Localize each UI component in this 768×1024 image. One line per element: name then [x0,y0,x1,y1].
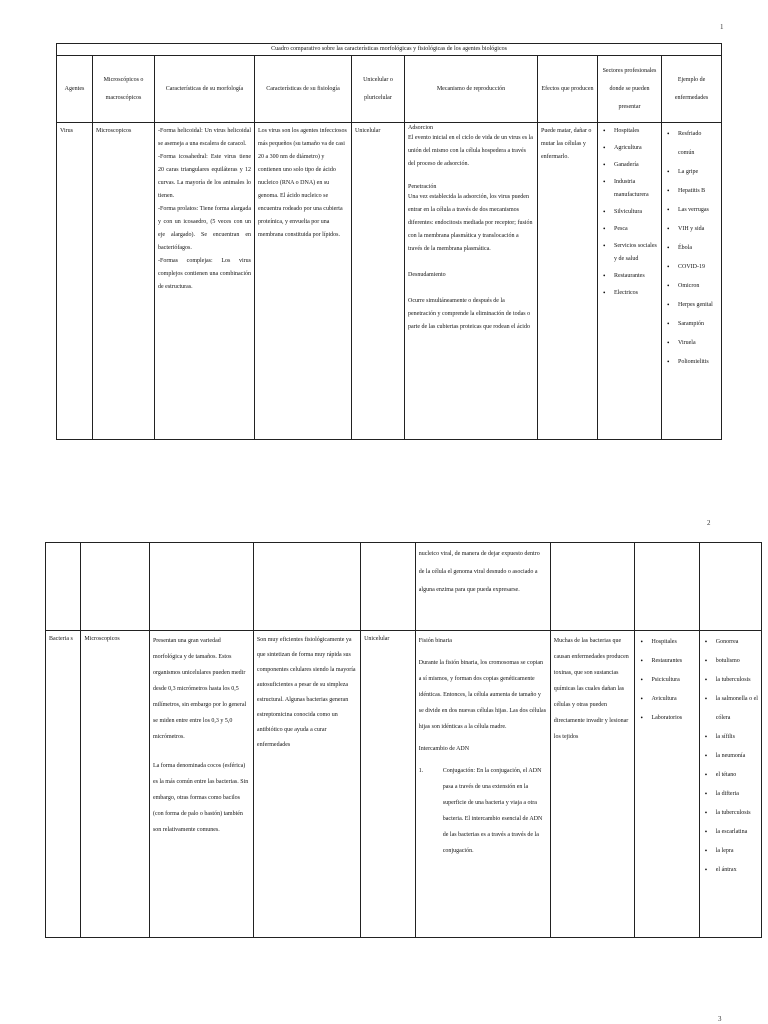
list-item: • Ébola [665,239,718,258]
header-reproduction: Mecanismo de reproducción [405,56,538,123]
penetracion-text: Una vez establecida la adsorción, los virus pueden entrar en la célula a través de dos mecanismos diferentes: endocitosis mediada por receptor; fusión con la membrana plasmática y translocación a través de la membrana plasmática. [408,194,533,252]
virus-physiology: Los virus son los agentes infecciosos más pequeños (su tamaño va de casi 20 a 300 nm de diámetro) y contienen uno solo tipo de ácido nucleico (RNA o DNA) en su genoma. El ácido nucleico se encuentra rodeado por una cubierta proteínica, y envuelta por una membrana constituida por lípidos. [255,123,352,440]
list-item: • Servicios sociales y de salud [601,240,658,266]
list-item: • la lepra [703,842,758,861]
list-item: • Laboratorios [638,709,695,728]
fision-text: Durante la fisión binaria, los cromosomas se copian a sí mismos, y forman dos copias genéticamente idénticas. Entonces, la célula aumenta de tamaño y se divide en dos nuevas células hijas. Las dos células hijas son idénticas a la célula madre. [418,660,547,730]
virus-effects: Puede matar, dañar o mutar las células y enfermarlo. [538,123,598,440]
intercambio-title: Intercambio de ADN [418,746,470,752]
page-number-3: 3 [718,1015,722,1023]
adsorcion-title: Adsorcion [408,125,433,131]
bacteria-size: Microscopicos [81,631,150,938]
empty-cell [361,543,416,631]
empty-cell [635,543,699,631]
virus-cellularity: Unicelular [352,123,405,440]
list-item: • botulismo [703,652,758,671]
list-item: • Herpes genital [665,296,718,315]
list-item: • Sarampión [665,315,718,334]
list-item: • Ganadería [601,159,658,172]
list-item: • la tuberculosis [703,671,758,690]
list-item: • La gripe [665,163,718,182]
header-sectors: Sectores profesionales donde se pueden presentar [598,56,662,123]
bacteria-physiology: Son muy eficientes fisiológicamente ya que sintetizan de forma muy rápida sus componentes celulares siendo la mayoría autosuficientes a pesar de su simpleza estructural. Algunas bacterias generan estreptomicina conocida como un antibiótico que ayuda a curar enfermedades [253,631,360,938]
list-item: • Hospitales [601,125,658,138]
list-item: • VIH y sida [665,220,718,239]
bacteria-effects: Muchas de las bacterias que causan enfermedades producen toxinas, que son sustancias químicas las cuales dañan las células y otras pueden directamente invadir y lesionar los tejidos [550,631,635,938]
table-row-continuation [46,543,762,631]
header-agentes: Agentes [57,56,93,123]
bacteria-morphology [149,631,253,938]
conjugacion-number: 1. [418,768,424,774]
list-item: • Poliomielitis [665,353,718,372]
list-item: • Agricultura [601,142,658,155]
list-item: • Pesca [601,223,658,236]
header-morphology: Características de su morfología [155,56,255,123]
list-item: • Las verrugas [665,201,718,220]
list-item: • Gonorrea [703,633,758,652]
conjugacion-item [419,763,547,859]
comparison-table-page1 [56,43,722,440]
list-item: • Hepatitis B [665,182,718,201]
virus-size: Microscopicos [93,123,155,440]
virus-sectors-list [601,125,658,300]
list-item: • la tuberculosis [703,804,758,823]
morphology-icosahedral: -Forma icosahedral: Este virus tiene 20 caras triangulares equiláteras y 12 curvas. La mayoría de los animales lo tienen. [158,154,251,199]
page-number-1: 1 [720,23,724,31]
table-row-bacteria [46,631,762,938]
bacteria-reproduction [415,631,550,938]
header-physiology: Características de su fisiología [255,56,352,123]
table-row-virus [57,123,722,440]
virus-diseases-list [665,125,718,372]
virus-sectors [598,123,662,440]
virus-reproduction [405,123,538,440]
empty-cell [81,543,150,631]
header-diseases: Ejemplo de enfermedades [662,56,722,123]
list-item: • la salmonella o el cólera [703,690,758,728]
bacteria-sectors [635,631,699,938]
list-item: • Omicron [665,277,718,296]
list-item: • Industria manufacturera [601,176,658,202]
header-size: Microscópicos o macroscópicos [93,56,155,123]
morphology-prolatos: -Forma prolatos: Tiene forma alargada y con un icosaedro, (5 veces con un eje alargado). Se encuentran en bacteriófagos. [158,206,251,251]
morphology-complejas: -Formas complejas: Los virus complejos contienen una combinación de estructuras. [158,258,251,290]
bacteria-morphology-p2: La forma denominada cocos (esférica) es la más común entre las bacterias. Sin embargo, otras formas como bacilos (con forma de palo o bastón) también son relativamente comunes. [152,763,249,833]
penetracion-title: Penetración [408,184,437,190]
empty-cell [149,543,253,631]
bacteria-agent: Bacteria s [46,631,81,938]
header-effects: Efectos que producen [538,56,598,123]
list-item: • la sífilis [703,728,758,747]
list-item: • el ántrax [703,861,758,880]
adsorcion-text: El evento inicial en el ciclo de vida de un virus es la unión del mismo con la célula hospedera a través del proceso de adsorción. [408,135,533,167]
list-item: • la neumonía [703,747,758,766]
conjugacion-text: Conjugación: En la conjugación, el ADN pasa a través de una extensión en la superficie de una bacteria y viaja a otra bacteria. El intercambio esencial de ADN de las bacterias es a través a través de la conjugación. [442,768,543,854]
list-item: • Hospitales [638,633,695,652]
bacteria-morphology-p1: Presentan una gran variedad morfológica y de tamaños. Estos organismos unicelulares pueden medir desde 0,3 micrómetros hasta los 0,5 milímetros, sin embargo por lo general se miden entre entre los 0,3 y 5,0 micrómetros. [152,638,247,740]
virus-reproduction-continued: nucleico viral, de manera de dejar expuesto dentro de la célula el genoma viral desnudo o asociado a alguna enzima para que pueda expresarse. [415,543,550,631]
bacteria-cellularity: Unicelular [361,631,416,938]
table-caption: Cuadro comparativo sobre las características morfológicas y fisiológicas de los agentes biológicos [57,44,722,56]
list-item: • Viruela [665,334,718,353]
virus-agent: Virus [57,123,93,440]
bacteria-diseases [699,631,761,938]
morphology-helicoidal: -Forma helicoidal: Un virus helicoidal se asemeja a una escalera de caracol. [158,128,251,147]
empty-cell [253,543,360,631]
virus-morphology [155,123,255,440]
empty-cell [699,543,761,631]
bacteria-sectors-list [638,633,695,728]
virus-diseases [662,123,722,440]
header-row [57,56,722,123]
list-item: • COVID-19 [665,258,718,277]
list-item: • Restaurantes [601,270,658,283]
comparison-table-page2 [45,542,762,938]
list-item: • Avicultura [638,690,695,709]
empty-cell [46,543,81,631]
desnudamiento-text: Ocurre simultáneamente o después de la penetración y comprende la eliminación de todas o parte de las cubiertas proteicas que rodean el ácido [408,298,531,330]
list-item: • Resfriado común [665,125,718,163]
list-item: • la escarlatina [703,823,758,842]
list-item: • el tétano [703,766,758,785]
list-item: • Psicicultura [638,671,695,690]
bacteria-diseases-list [703,633,758,880]
header-cellularity: Unicelular o pluricelular [352,56,405,123]
list-item: • Electricos [601,287,658,300]
fision-title: Fisión binaria [418,638,452,644]
list-item: • la difteria [703,785,758,804]
list-item: • Silvicultura [601,206,658,219]
empty-cell [550,543,635,631]
list-item: • Restaurantes [638,652,695,671]
page-number-2: 2 [707,519,711,527]
desnudamiento-title: Desnudamiento [408,272,446,278]
